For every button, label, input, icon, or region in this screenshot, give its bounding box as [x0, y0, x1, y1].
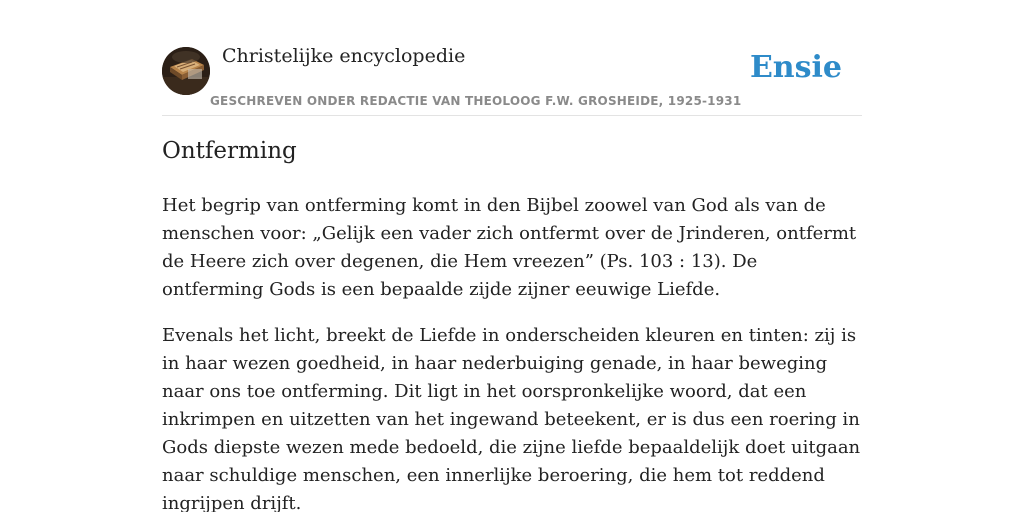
source-subtitle: GESCHREVEN ONDER REDACTIE VAN THEOLOOG F.W. GROSHEIDE, 1925-1931: [210, 94, 742, 108]
book-photo-avatar[interactable]: [162, 47, 210, 95]
source-name[interactable]: Christelijke encyclopedie: [222, 45, 466, 67]
article-body: [162, 192, 862, 512]
book-photo-icon: [162, 47, 210, 95]
paragraph: Het begrip van ontferming komt in den Bijbel zoowel van God als van de menschen voor: „Gelijk een vader zich ontfermt over de Jrinderen, ontfermt de Heere zich over degenen, die Hem vreezen” (Ps. 103 : 13). De ontferming Gods is een bepaalde zijde zijner eeuwige Liefde.: [162, 195, 857, 300]
article-title: Ontferming: [162, 138, 297, 164]
brand-logo[interactable]: Ensie: [749, 50, 842, 85]
header: [162, 0, 862, 116]
paragraph: Evenals het licht, breekt de Liefde in onderscheiden kleuren en tinten: zij is in haar wezen goedheid, in haar nederbuiging genade, in haar beweging naar ons toe ontferming. Dit ligt in het oorspronkelijke woord, dat een inkrimpen en uitzetten van het ingewand beteekent, er is dus een roering in Gods diepste wezen mede bedoeld, die zijne liefde bepaaldelijk doet uitgaan naar schuldige menschen, een innerlijke beroering, die hem tot reddend ingrijpen drijft.: [162, 325, 861, 512]
content-column: [162, 0, 862, 512]
